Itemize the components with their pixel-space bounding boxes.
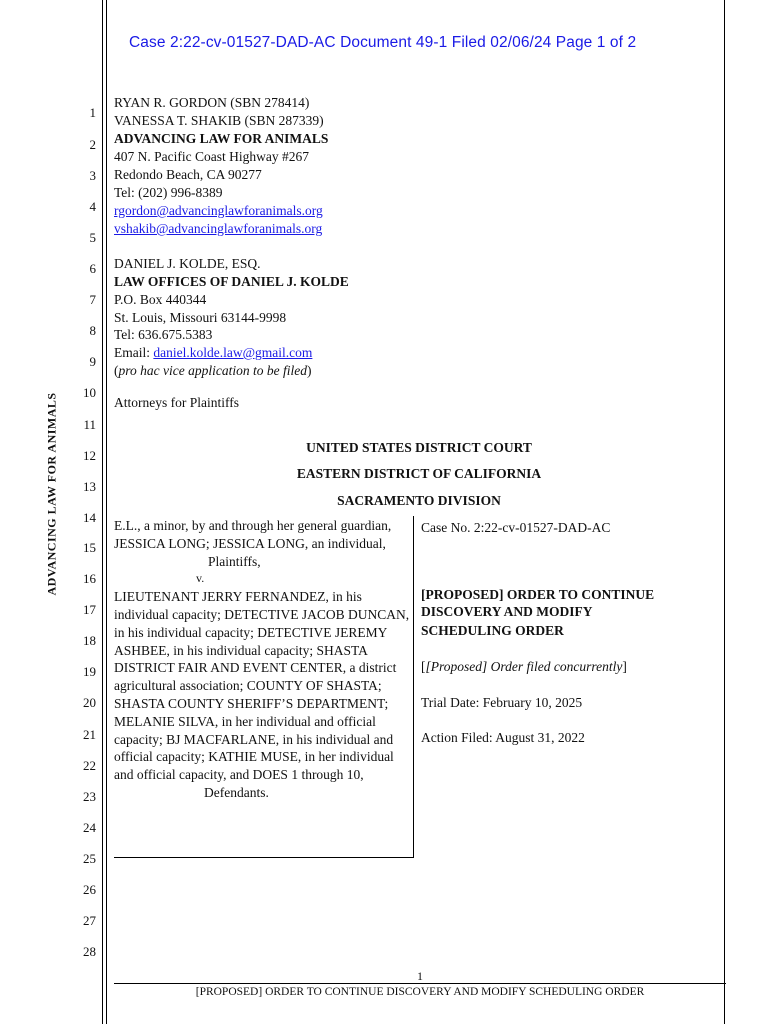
line-number: 11 (83, 417, 96, 432)
bracket: ] (622, 659, 627, 674)
line-number: 9 (89, 354, 96, 369)
email-link[interactable]: vshakib@advancinglawforanimals.org (114, 221, 323, 236)
counsel-phone: Tel: 636.675.5383 (114, 327, 213, 342)
document-title: DISCOVERY AND MODIFY (421, 604, 593, 619)
page-number: 1 (417, 969, 423, 983)
counsel-line: VANESSA T. SHAKIB (SBN 287339) (114, 113, 324, 128)
line-number: 1 (89, 105, 96, 120)
left-margin-rule-inner (106, 0, 107, 1024)
caption-bottom-rule (114, 857, 414, 858)
line-number: 28 (83, 944, 96, 959)
counsel-email-line (114, 344, 312, 362)
court-division: SACRAMENTO DIVISION (337, 493, 501, 508)
line-number: 18 (83, 633, 96, 648)
line-number: 13 (83, 479, 96, 494)
line-number: 15 (83, 540, 96, 555)
case-caption-parties (114, 517, 414, 802)
left-margin-rule (102, 0, 103, 1024)
line-number: 19 (83, 664, 96, 679)
counsel-address: 407 N. Pacific Coast Highway #267 (114, 149, 309, 164)
line-number: 24 (83, 820, 96, 835)
line-number: 25 (83, 851, 96, 866)
line-number: 12 (83, 448, 96, 463)
line-number: 8 (89, 323, 96, 338)
firm-name: LAW OFFICES OF DANIEL J. KOLDE (114, 274, 349, 289)
action-filed: Action Filed: August 31, 2022 (421, 730, 585, 745)
defendants-text: LIEUTENANT JERRY FERNANDEZ, in his individual capacity; DETECTIVE JACOB DUNCAN, in his individual capacity; DETECTIVE JEREMY ASHBEE, in his individual capacity; SHASTA DISTRICT FAIR AND EVENT CENTER, a district agricultural association; COUNTY OF SHASTA; SHASTA COUNTY SHERIFF’S DEPARTMENT; MELANIE SILVA, in her individual and official capacity; BJ MACFARLANE, in his individual and official capacity; KATHIE MUSE, in her individual and official capacity, and DOES 1 through 10, (114, 589, 410, 783)
line-number: 26 (83, 882, 96, 897)
firm-side-label: ADVANCING LAW FOR ANIMALS (44, 392, 59, 596)
counsel-phone: Tel: (202) 996-8389 (114, 185, 223, 200)
filed-concurrently-text: [Proposed] Order filed concurrently (425, 659, 623, 674)
line-number: 14 (83, 510, 96, 525)
line-number: 27 (83, 913, 96, 928)
filing-header: Case 2:22-cv-01527-DAD-AC Document 49-1 Filed 02/06/24 Page 1 of 2 (129, 34, 637, 51)
line-number: 21 (83, 727, 96, 742)
right-margin-rule (724, 0, 725, 1024)
court-district: EASTERN DISTRICT OF CALIFORNIA (296, 466, 542, 481)
email-link[interactable]: rgordon@advancinglawforanimals.org (114, 203, 323, 218)
filed-concurrently-note (421, 658, 627, 676)
firm-name: ADVANCING LAW FOR ANIMALS (114, 131, 329, 146)
line-number: 6 (89, 261, 96, 276)
line-number: 20 (83, 695, 96, 710)
counsel-line: RYAN R. GORDON (SBN 278414) (114, 95, 310, 110)
pro-hac-text: pro hac vice application to be filed (118, 363, 307, 378)
document-title: [PROPOSED] ORDER TO CONTINUE (421, 587, 655, 602)
footer-rule (114, 983, 726, 984)
paren: ) (306, 363, 312, 378)
case-number: Case No. 2:22-cv-01527-DAD-AC (421, 520, 611, 535)
document-title: SCHEDULING ORDER (421, 623, 564, 638)
line-number: 17 (83, 602, 96, 617)
line-number: 22 (83, 758, 96, 773)
versus: v. (196, 571, 205, 586)
line-number: 2 (89, 137, 96, 152)
plaintiffs-label: Plaintiffs, (208, 553, 261, 569)
line-number: 4 (89, 199, 96, 214)
caption-divider (413, 516, 414, 858)
line-number: 3 (89, 168, 96, 183)
attorneys-for: Attorneys for Plaintiffs (114, 395, 239, 410)
plaintiffs-text: E.L., a minor, by and through her general guardian, JESSICA LONG; JESSICA LONG, an individual, (114, 518, 392, 551)
line-number: 23 (83, 789, 96, 804)
counsel-line: DANIEL J. KOLDE, ESQ. (114, 256, 261, 271)
email-link[interactable]: daniel.kolde.law@gmail.com (153, 345, 313, 360)
line-number: 7 (89, 292, 96, 307)
pro-hac-note (114, 362, 311, 380)
bracket: [ (421, 659, 426, 674)
line-number: 10 (83, 385, 96, 400)
email-label: Email: (114, 345, 154, 360)
court-name: UNITED STATES DISTRICT COURT (306, 440, 532, 455)
footer-title: [PROPOSED] ORDER TO CONTINUE DISCOVERY AND MODIFY SCHEDULING ORDER (195, 986, 645, 998)
counsel-address: St. Louis, Missouri 63144-9998 (114, 310, 287, 325)
line-number: 5 (89, 230, 96, 245)
defendants-label: Defendants. (204, 784, 269, 800)
counsel-address: Redondo Beach, CA 90277 (114, 167, 262, 182)
counsel-address: P.O. Box 440344 (114, 292, 207, 307)
line-number: 16 (83, 571, 96, 586)
paren: ( (114, 363, 119, 378)
trial-date: Trial Date: February 10, 2025 (421, 695, 583, 710)
